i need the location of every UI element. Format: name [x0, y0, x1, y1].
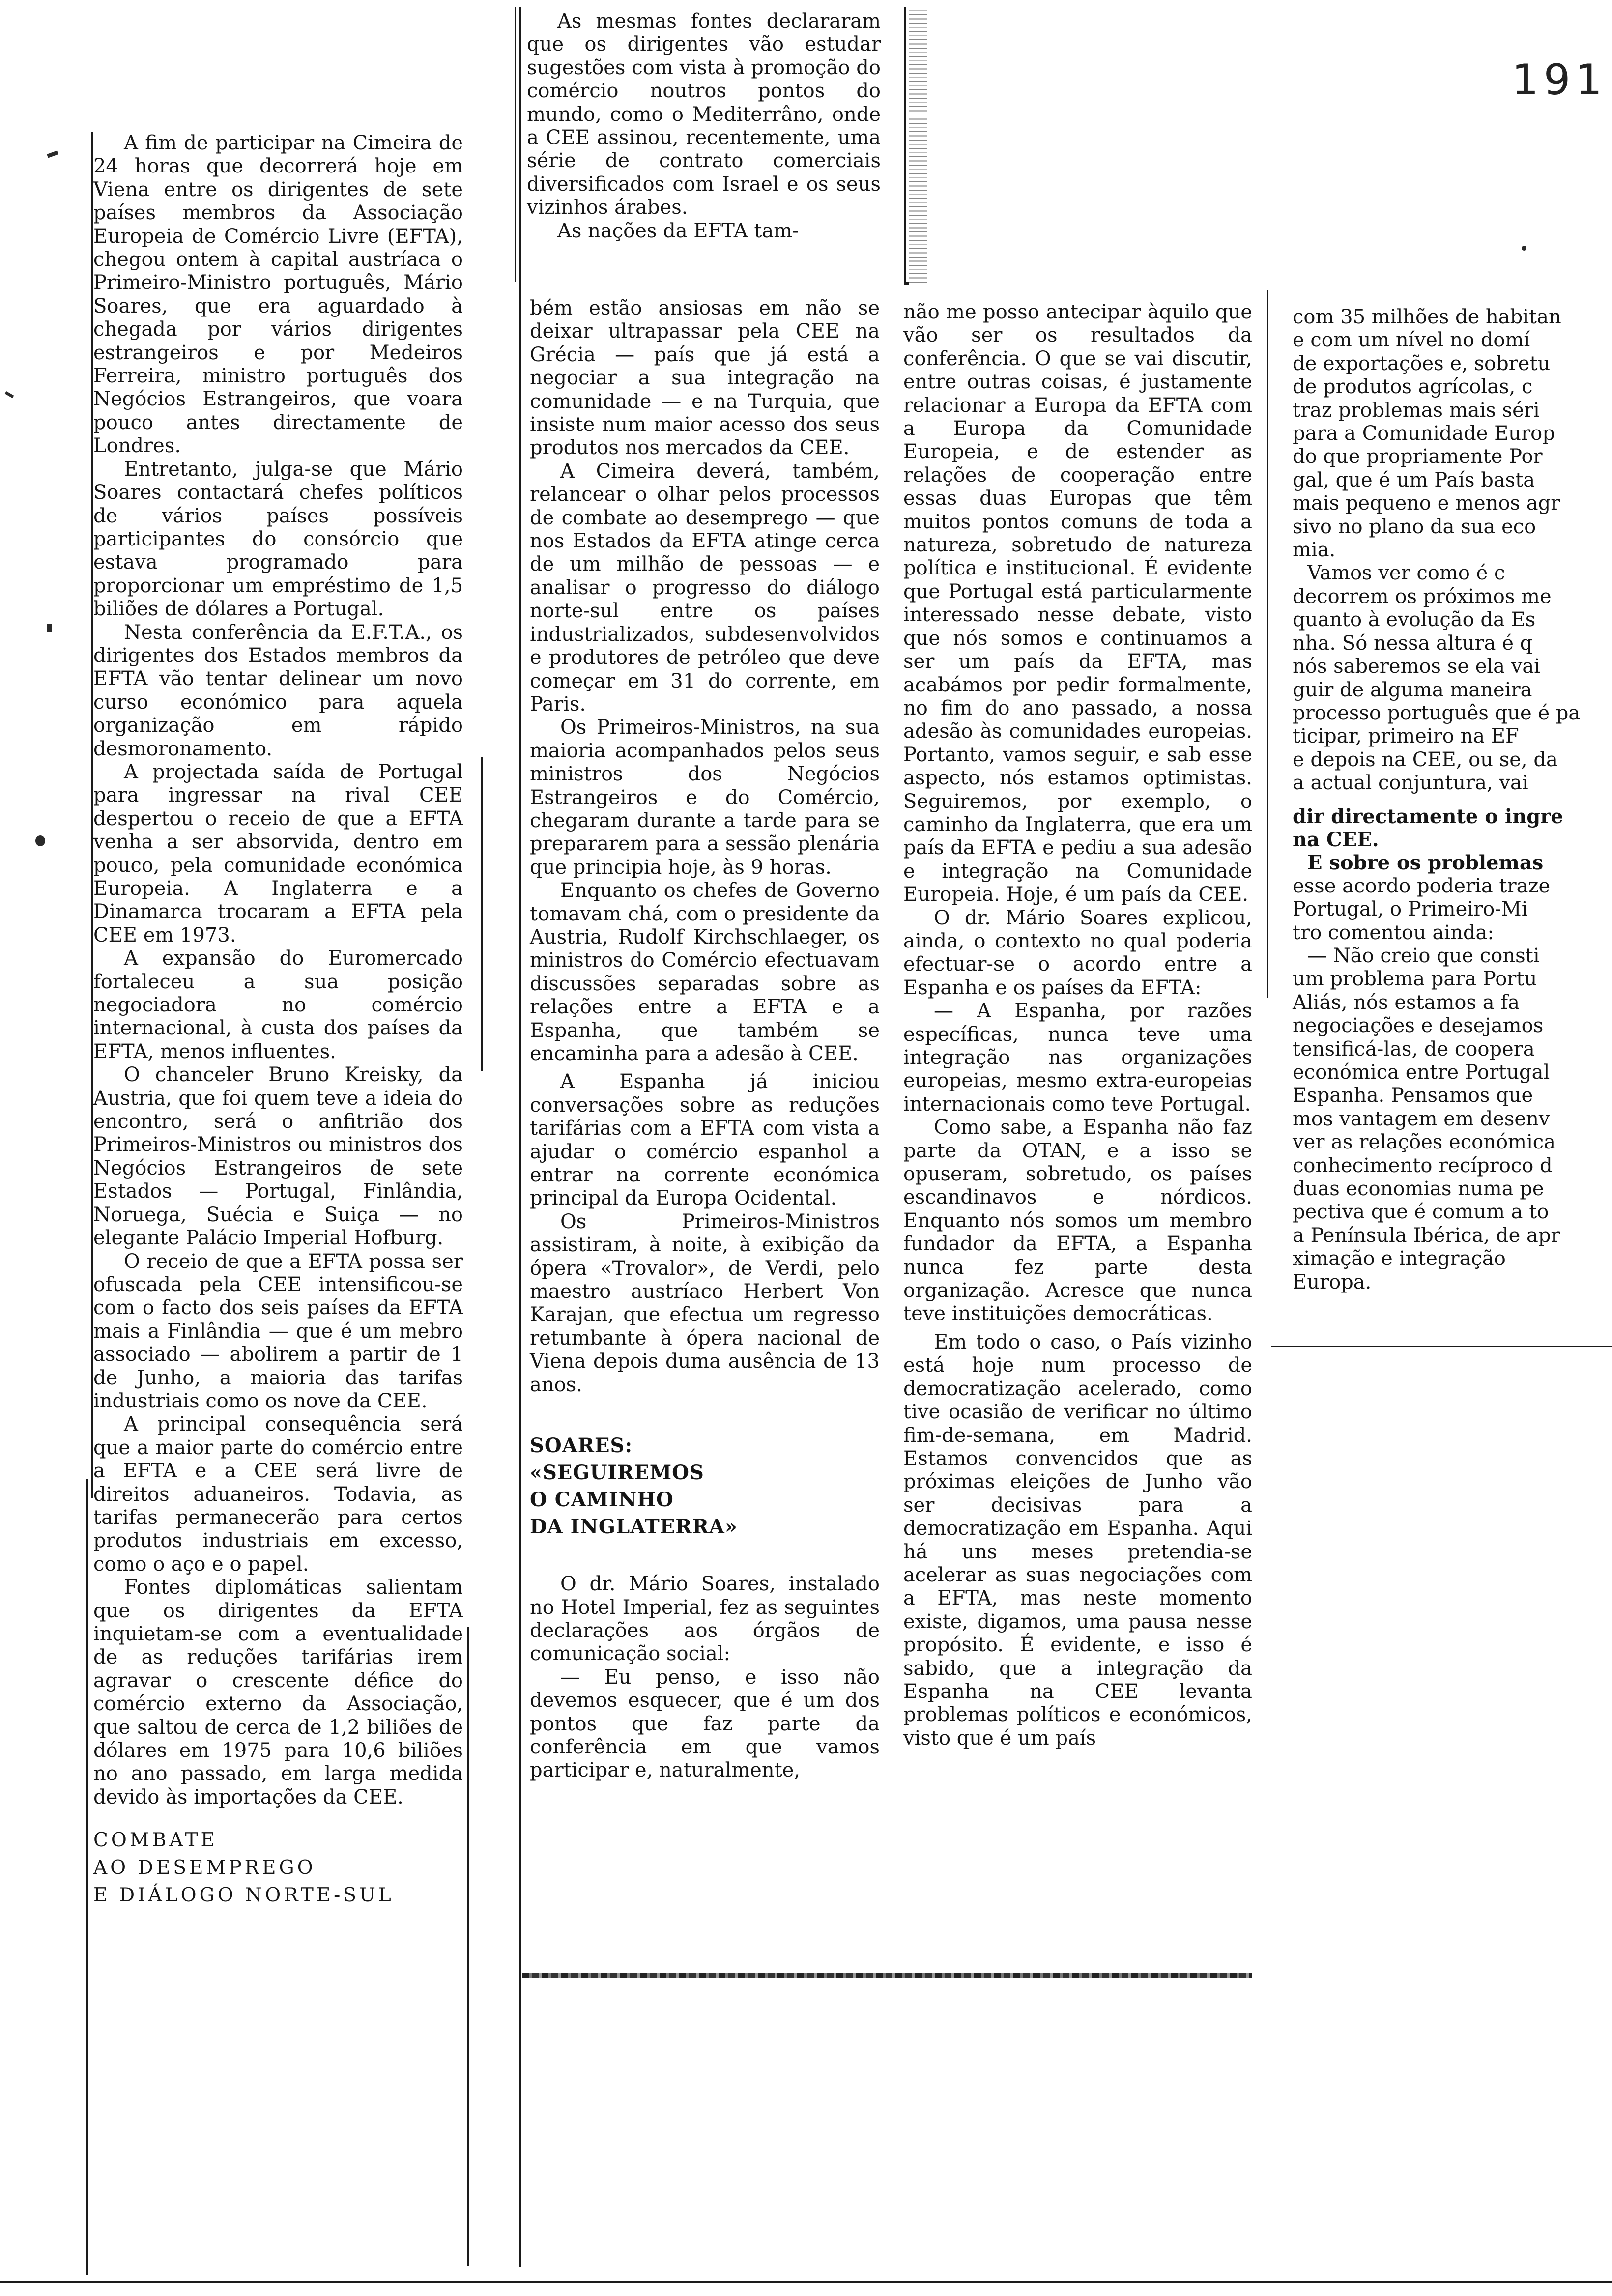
- text-line: traz problemas mais séri: [1293, 399, 1540, 422]
- paragraph: Fontes diplomáticas salientam que os dirigentes da EFTA inquietam-se com a eventualidade de as reduções tarifárias irem agravar o crescente défice do comércio externo da Associação, que saltou de cerca de 1,2 biliões de dólares em 1975 para 10,6 biliões no ano passado, em larga medida devido às importações da CEE.: [93, 1576, 463, 1808]
- paragraph: — Eu penso, e isso não devemos esquecer, que é um dos pontos que faz parte da conferência em que vamos participar e, naturalmente,: [530, 1665, 880, 1782]
- paragraph: A Espanha já iniciou conversações sobre as reduções tarifárias com a EFTA com vista a ajudar o comércio espanhol a entrar na corrente económica principal da Europa Ocidental.: [530, 1070, 880, 1210]
- paragraph: O dr. Mário Soares, instalado no Hotel Imperial, fez as seguintes declarações aos órgãos de comunicação social:: [530, 1573, 880, 1665]
- text-line: processo português que é pa: [1293, 701, 1581, 724]
- clip-mark-6: [909, 10, 927, 285]
- column-rule-left: [519, 7, 521, 2267]
- text-line: E sobre os problemas: [1307, 851, 1544, 875]
- text-line: para a Comunidade Europ: [1293, 422, 1555, 445]
- text-line: quanto à evolução da Es: [1293, 608, 1536, 631]
- column-3: [903, 301, 1252, 1750]
- interview-heading-line: O CAMINHO: [530, 1488, 674, 1512]
- col23-bottom-rule: [522, 1973, 1252, 1978]
- text-line: duas economias numa pe: [1293, 1177, 1544, 1201]
- column-rule-col1-right: [481, 757, 483, 1071]
- text-line: Aliás, nós estamos a fa: [1293, 991, 1520, 1014]
- paragraph: bém estão ansiosas em não se deixar ultrapassar pela CEE na Grécia — país que já está a negociar a sua integração na comunidade — e na Turquia, que insiste num maior acesso dos seus produtos nos mercados da CEE.: [530, 297, 880, 459]
- text-line: pectiva que é comum a to: [1293, 1201, 1549, 1224]
- interview-heading-line: SOARES:: [530, 1434, 633, 1458]
- paragraph: A principal consequência será que a maior parte do comércio entre a EFTA e a CEE será livre de direitos aduaneiros. Todavia, as tarifas permanecerão para certos produtos industriais em excesso, como o aço e o papel.: [93, 1413, 463, 1576]
- text-line: negociações e desejamos: [1293, 1014, 1544, 1037]
- text-line: ximação e integração: [1293, 1247, 1506, 1270]
- clip-mark-3: [47, 624, 52, 632]
- text-line: ticipar, primeiro na EF: [1293, 725, 1519, 748]
- column-rule-top-right: [904, 7, 906, 282]
- interview-heading-line: «SEGUIREMOS: [530, 1461, 704, 1485]
- text-line: ver as relações económica: [1293, 1131, 1555, 1154]
- section-heading-line: COMBATE: [93, 1829, 218, 1852]
- paragraph: A expansão do Euromercado fortaleceu a sua posição negociadora no comércio internacional, à custa dos países da EFTA, menos influentes.: [93, 947, 463, 1063]
- interview-heading: [530, 1432, 880, 1540]
- text-line: a actual conjuntura, vai: [1293, 772, 1528, 795]
- text-line: um problema para Portu: [1293, 968, 1537, 991]
- text-line: nós saberemos se ela vai: [1293, 655, 1540, 678]
- clip-mark-4: [35, 835, 45, 846]
- paragraph: O chanceler Bruno Kreisky, da Austria, que foi quem teve a ideia do encontro, será o anfitrião dos Primeiros-Ministros ou ministros dos Negócios Estrangeiros de sete Estados — Portugal, Finlândia, Noruega, Suécia e Suiça — no elegante Palácio Imperial Hofburg.: [93, 1063, 463, 1250]
- text-line: Portugal, o Primeiro-Mi: [1293, 898, 1528, 921]
- text-line: gal, que é um País basta: [1293, 468, 1535, 491]
- column-4-cropped: [1293, 306, 1612, 1294]
- paragraph: não me posso antecipar àquilo que vão ser os resultados da conferência. O que se vai discutir, entre outras coisas, é justamente relacionar a Europa da EFTA com a Europa da Comunidade Europeia, e de estender as relações de cooperação entre essas duas Europas que têm muitos pontos comuns de toda a natureza, sobretudo de natureza política e institucional. É evidente que Portugal está particularmente interessado nesse debate, visto que nós somos e continuamos a ser um país da EFTA, mas acabámos por pedir formalmente, no fim do ano passado, a nossa adesão às comunidades europeias. Portanto, vamos seguir, e sab esse aspecto, nós estamos optimistas. Seguiremos, por exemplo, o caminho da Inglaterra, que era um país da EFTA e pediu a sua adesão e integração na Comunidade Europeia. Hoje, é um país da CEE.: [903, 301, 1252, 906]
- text-line: Vamos ver como é c: [1307, 562, 1505, 585]
- paragraph: Os Primeiros-Ministros assistiram, à noite, à exibição da ópera «Trovalor», de Verdi, pelo maestro austríaco Herbert Von Karajan, que efectua um regresso retumbante à ópera nacional de Viena depois duma ausência de 13 anos.: [530, 1210, 880, 1396]
- column-rule-col1-right-lower: [467, 1627, 469, 2266]
- column-rule-right: [1267, 290, 1268, 998]
- text-line: guir de alguma maneira: [1293, 678, 1532, 701]
- paragraph: Em todo o caso, o País vizinho está hoje num processo de democratização acelerado, como tive ocasião de verificar no último fim-de-semana, em Madrid. Estamos convencidos que as próximas eleições de Junho vão ser decisivas para a democratização em Espanha. Aqui há uns meses pretendia-se acelerar as suas negociações com a EFTA, mas neste momento existe, digamos, uma pausa nesse propósito. É evidente, e isso é sabido, que a integração da Espanha na CEE levanta problemas políticos e económicos, visto que é um país: [903, 1330, 1252, 1750]
- text-line: e depois na CEE, ou se, da: [1293, 748, 1558, 771]
- section-heading-line: E DIÁLOGO NORTE-SUL: [93, 1884, 394, 1907]
- column-1: [93, 132, 463, 1909]
- section-heading-line: AO DESEMPREGO: [93, 1857, 316, 1879]
- column-2: [530, 297, 880, 1782]
- text-line: e com um nível no domí: [1293, 329, 1530, 352]
- text-line: tro comentou ainda:: [1293, 921, 1494, 944]
- section-heading: [93, 1827, 463, 1909]
- text-line: mos vantagem em desenv: [1293, 1107, 1550, 1130]
- clip-mark-1: [47, 150, 58, 158]
- text-line: nha. Só nessa altura é q: [1293, 631, 1533, 655]
- page-bottom-rule: [0, 2281, 1612, 2283]
- paragraph: Os Primeiros-Ministros, na sua maioria acompanhados pelos seus ministros dos Negócios Estrangeiros e do Comércio, chegaram durante a tarde para se prepararem para a sessão plenária que principia hoje, às 9 horas.: [530, 716, 880, 879]
- page-number: 191: [1512, 56, 1608, 105]
- col4-bottom-rule: [1271, 1346, 1612, 1347]
- column-rule-col1-left-lower: [86, 1479, 88, 2275]
- paragraph: O receio de que a EFTA possa ser ofuscada pela CEE intensificou-se com o facto dos seis países da EFTA mais a Finlândia — que é um mebro associado — abolirem a partir de 1 de Junho, a maioria das tarifas industriais como os nove da CEE.: [93, 1250, 463, 1412]
- text-line: na CEE.: [1293, 828, 1379, 851]
- text-line: de exportações e, sobretu: [1293, 352, 1551, 375]
- text-line: do que propriamente Por: [1293, 445, 1543, 468]
- text-line: conhecimento recíproco d: [1293, 1154, 1553, 1177]
- paragraph: Como sabe, a Espanha não faz parte da OTAN, e a isso se opuseram, sobretudo, os países escandinavos e nórdicos. Enquanto nós somos um membro fundador da EFTA, a Espanha nunca fez parte desta organização. Acresce que nunca teve instituições democráticas.: [903, 1116, 1252, 1325]
- paragraph: Enquanto os chefes de Governo tomavam chá, com o presidente da Austria, Rudolf Kirchschlaeger, os ministros do Comércio efectuavam discussões separadas sobre as relações entre a EFTA e a Espanha, que também se encaminha para a adesão à CEE.: [530, 879, 880, 1065]
- column-top-continuation: [527, 10, 881, 243]
- paragraph: As nações da EFTA tam-: [557, 219, 799, 242]
- text-line: dir directamente o ingre: [1293, 804, 1563, 828]
- paragraph: O dr. Mário Soares explicou, ainda, o contexto no qual poderia efectuar-se o acordo entre a Espanha e os países da EFTA:: [903, 906, 1252, 999]
- clip-mark-2: [5, 391, 14, 398]
- text-line: mia.: [1293, 539, 1336, 562]
- text-line: com 35 milhões de habitan: [1293, 306, 1561, 328]
- text-line: económica entre Portugal: [1293, 1061, 1550, 1084]
- paragraph: — A Espanha, por razões específicas, nunca teve uma integração nas organizações europeias, mesmo extra-europeias internacionais como teve Portugal.: [903, 1000, 1252, 1116]
- column-rule-left-inner: [515, 7, 516, 282]
- text-line: tensificá-las, de coopera: [1293, 1037, 1535, 1061]
- interview-heading-line: DA INGLATERRA»: [530, 1515, 738, 1539]
- text-line: Europa.: [1293, 1270, 1372, 1293]
- text-line: Espanha. Pensamos que: [1293, 1084, 1533, 1107]
- text-line: a Península Ibérica, de apr: [1293, 1224, 1560, 1247]
- text-line: esse acordo poderia traze: [1293, 874, 1551, 897]
- text-line: [1293, 795, 1612, 805]
- text-line: de produtos agrícolas, c: [1293, 375, 1533, 399]
- clip-mark-5: [1522, 246, 1526, 251]
- paragraph: Entretanto, julga-se que Mário Soares contactará chefes políticos de vários países possíveis participantes do consórcio que estava programado para proporcionar um empréstimo de 1,5 biliões de dólares a Portugal.: [93, 458, 463, 621]
- text-line: sivo no plano da sua eco: [1293, 515, 1536, 538]
- paragraph: A fim de participar na Cimeira de 24 horas que decorrerá hoje em Viena entre os dirigentes de sete países membros da Associação Europeia de Comércio Livre (EFTA), chegou ontem à capital austríaca o Primeiro-Ministro português, Mário Soares, que era aguardado à chegada por vários dirigentes estrangeiros e por Medeiros Ferreira, ministro português dos Negócios Estrangeiros, que voara pouco antes directamente de Londres.: [93, 132, 463, 458]
- text-line: mais pequeno e menos agr: [1293, 492, 1560, 515]
- paragraph: A Cimeira deverá, também, relancear o olhar pelos processos de combate ao desemprego — que nos Estados da EFTA atinge cerca de um milhão de pessoas — e analisar o progresso do diálogo norte-sul entre os países industrializados, subdesenvolvidos e produtores de petróleo que deve começar em 31 do corrente, em Paris.: [530, 459, 880, 716]
- text-line: decorrem os próximos me: [1293, 585, 1552, 608]
- paragraph: Nesta conferência da E.F.T.A., os dirigentes dos Estados membros da EFTA vão tentar delinear um novo curso económico para aquela organização em rápido desmoronamento.: [93, 621, 463, 760]
- paragraph: A projectada saída de Portugal para ingressar na rival CEE despertou o receio de que a EFTA venha a ser absorvida, dentro em pouco, pela comunidade económica Europeia. A Inglaterra e a Dinamarca trocaram a EFTA pela CEE em 1973.: [93, 760, 463, 947]
- text-line: — Não creio que consti: [1307, 944, 1540, 967]
- paragraph: As mesmas fontes declararam que os dirigentes vão estudar sugestões com vista à promoção do comércio noutros pontos do mundo, como o Mediterrâno, onde a CEE assinou, recentemente, uma série de contrato comerciais diversificados com Israel e os seus vizinhos árabes.: [527, 10, 881, 219]
